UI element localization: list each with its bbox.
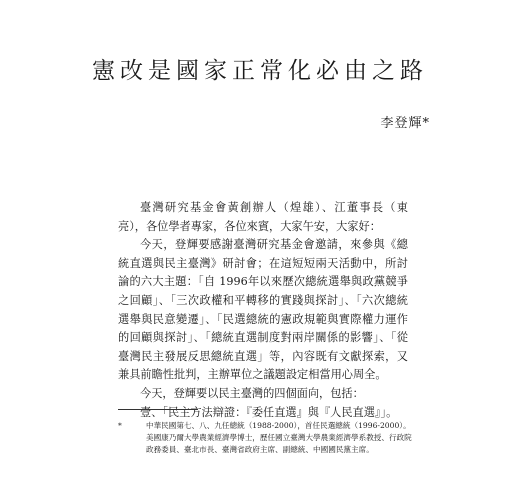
paragraph: 今天，登輝要感謝臺灣研究基金會邀請，來參與《總統直選與民主臺灣》研討會；在這短短兩天活動中，所討論的六大主題：「自 1996年以來歷次總統選舉與政黨競爭之回顧」、「三次政權和平轉移的實踐與探討」、「六次總統選舉與民意變遷」、「民選總統的憲政規範與實際權力運作的回顧與探討」、「總統直選制度對兩岸關係的影響」、「從臺灣民主發展反思總統直選」等，內容既有文獻探索，又兼具前瞻性批判，主辦單位之議題設定相當用心周全。 — [118, 238, 408, 382]
paragraph: 今天，登輝要以民主臺灣的四個面向，包括： — [140, 386, 364, 400]
footnote-text: 中華民國第七、八、九任總統（1988-2000），首任民選總統（1996-2000）。美國康乃爾大學農業經濟學博士，歷任國立臺灣大學農業經濟學系教授、行政院政務委員、臺北市長、臺灣省政府主席、副總統、中國國民黨主席。 — [146, 421, 412, 455]
paragraph: 臺灣研究基金會黃創辦人（煌雄）、江董事長（東亮），各位學者專家，各位來賓，大家午安，大家好： — [118, 201, 408, 233]
author-name: 李登輝* — [380, 116, 430, 131]
body-text — [118, 199, 408, 422]
footnote — [118, 420, 418, 457]
paragraph: 壹、「民主方法辯證：『委任直選』與『人民直選』」。 — [140, 405, 398, 419]
document-title: 憲改是國家正常化必由之路 — [92, 58, 428, 84]
footnote-mark: * — [118, 421, 122, 430]
footnote-divider — [118, 409, 198, 410]
